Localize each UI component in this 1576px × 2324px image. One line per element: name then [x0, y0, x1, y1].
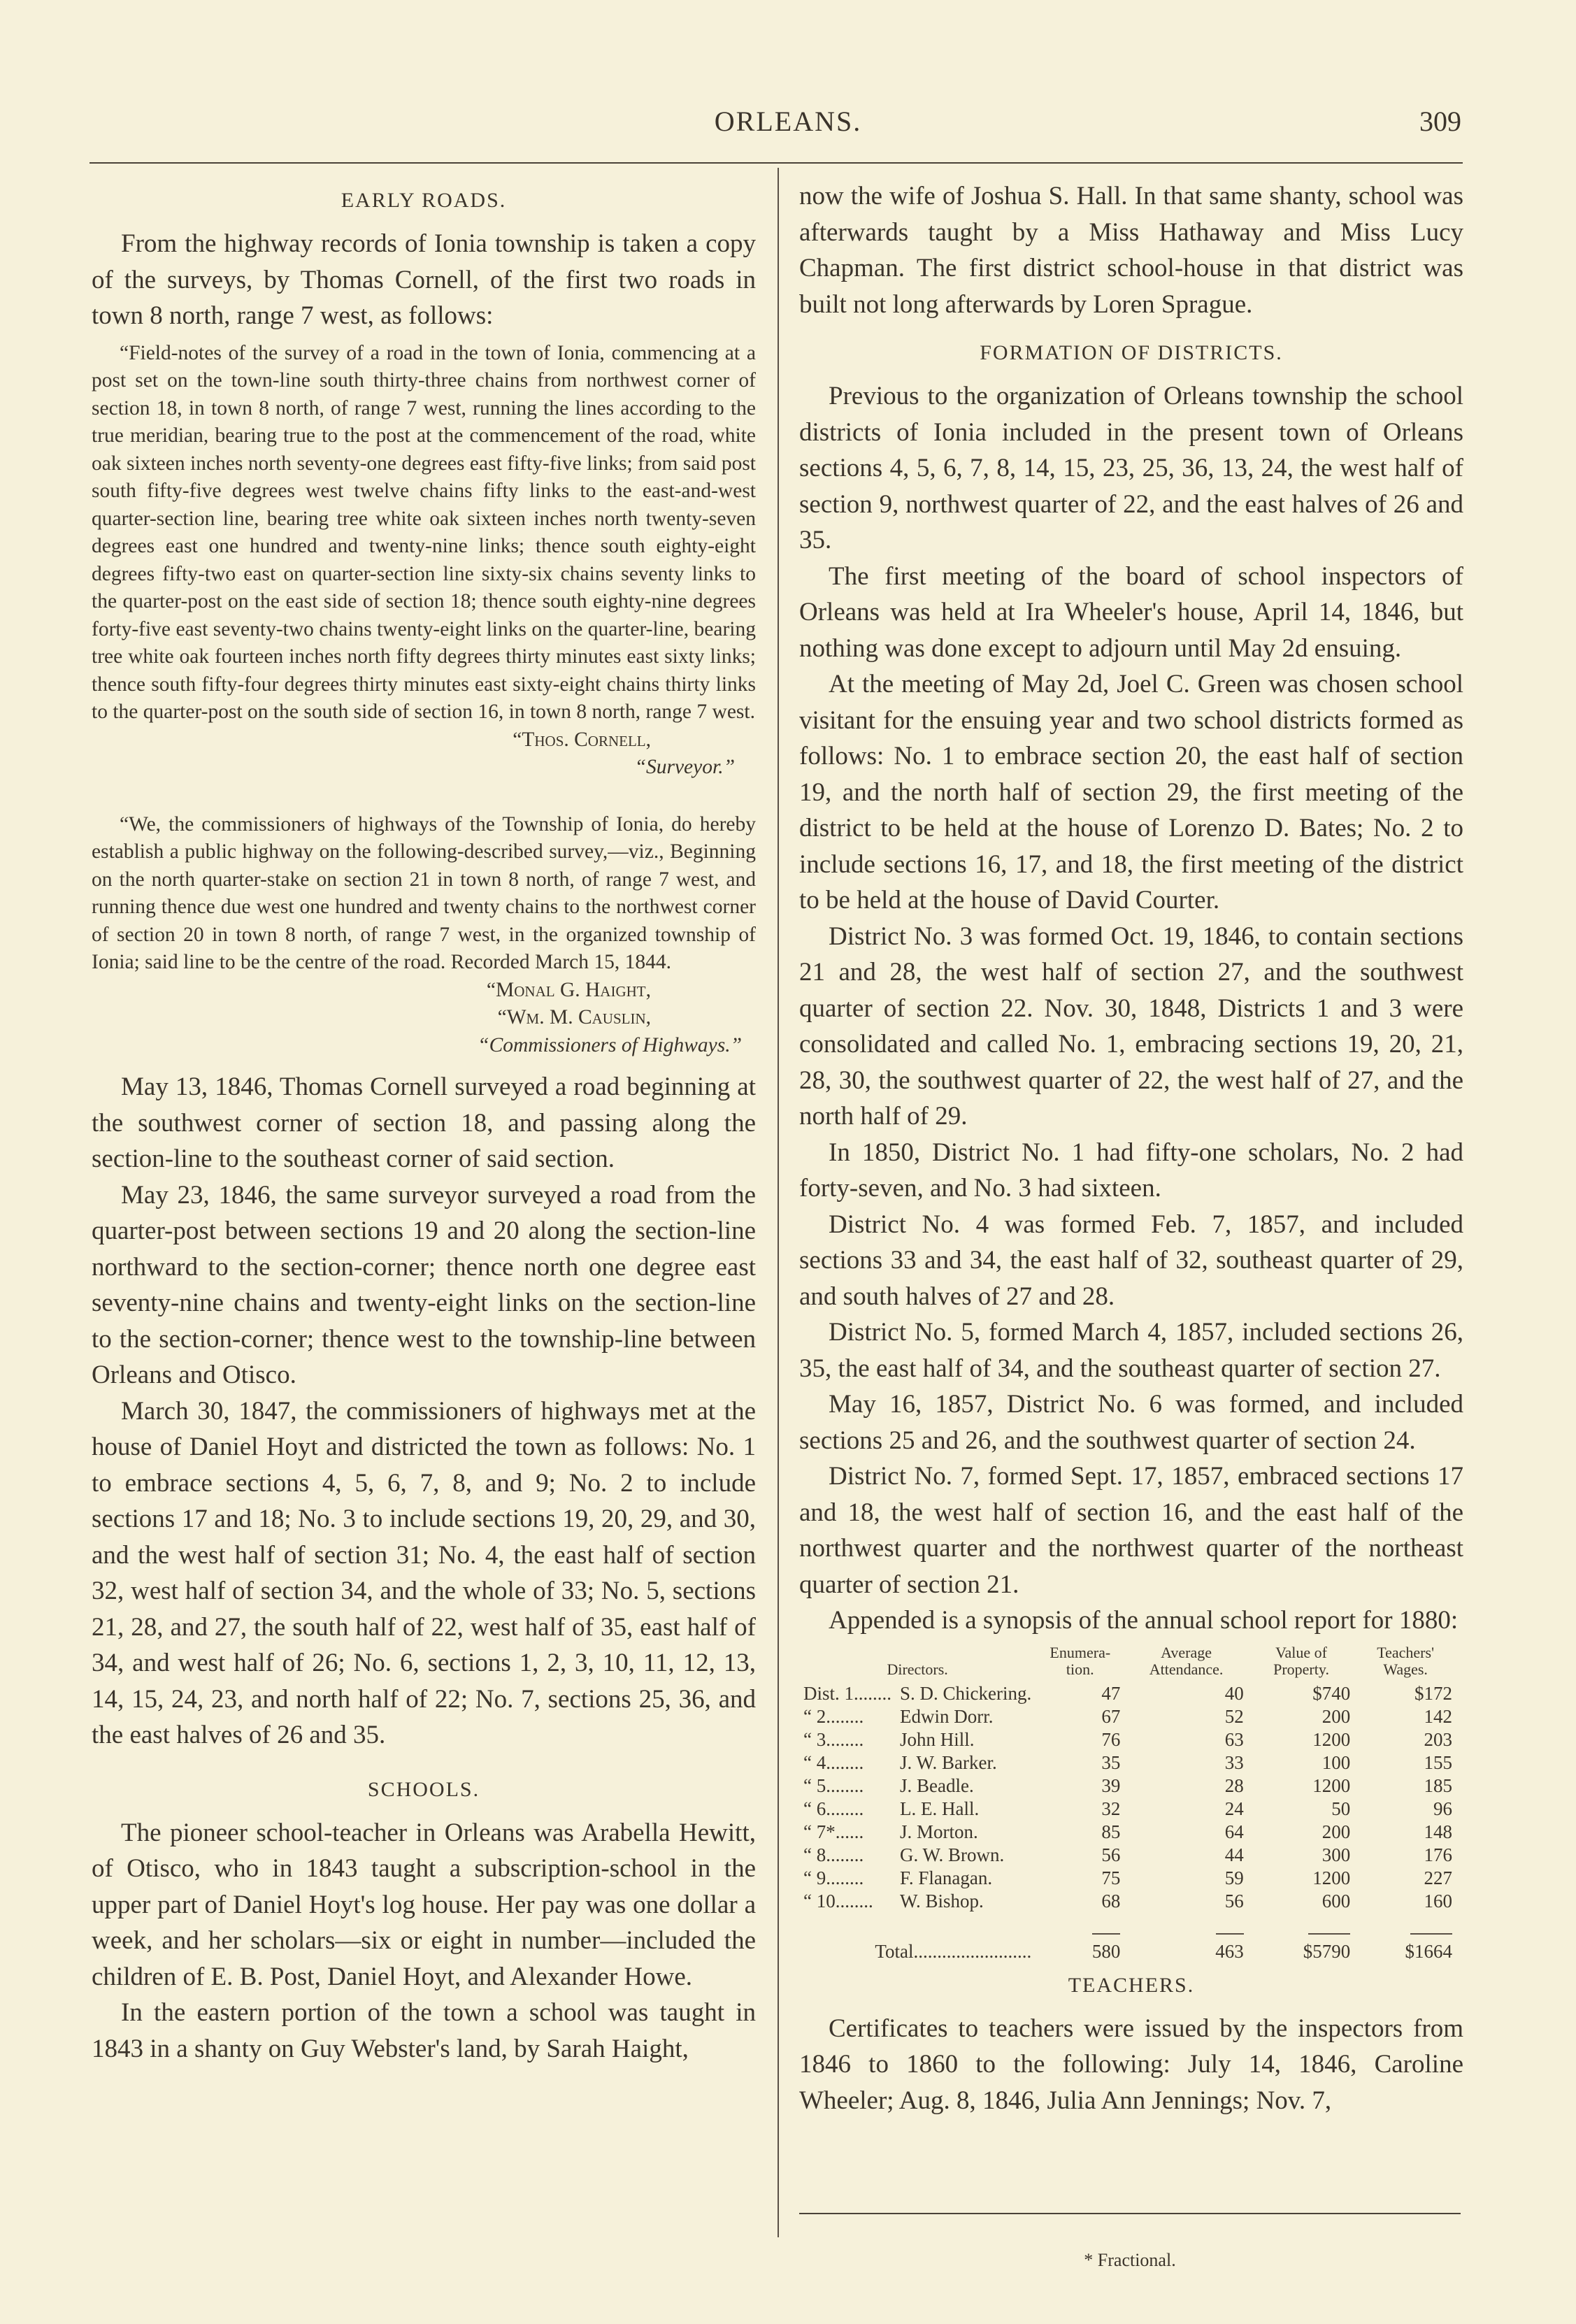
district-number: “ 3........: [803, 1728, 864, 1750]
block-quote-commissioners: “We, the commissioners of highways of the Township of Ionia, do hereby establish a public highway on the following-described survey,—viz., Beginning on the north quarter-stake on section 21 in town 8 north, of range 7 west, and running thence due west one hundred and twenty chains to the northwest corner of section 20 in town 8 north, of range 7 west, in the organized township of Ionia; said line to be the centre of the road. Recorded March 15, 1844.: [92, 812, 756, 973]
director-name: John Hill.: [900, 1728, 975, 1750]
paragraph: In the eastern portion of the town a school was taught in 1843 in a shanty on Guy Webster's land, by Sarah Haight,: [92, 1998, 756, 2063]
table-row: [799, 1751, 1456, 1774]
school-report-table: [799, 1644, 1456, 1963]
attendance-cell: 40: [1224, 1682, 1244, 1704]
director-name: G. W. Brown.: [900, 1844, 1005, 1865]
signature-name: “Thos. Cornell,: [513, 728, 651, 751]
table-row: [799, 1774, 1456, 1798]
paragraph: At the meeting of May 2d, Joel C. Green was chosen school visitant for the ensuing year and two school districts formed as follows: No. 1 to embrace section 20, the east half of section 19, and the north half of section 29, the first meeting of the district to be held at the house of Lorenzo D. Bates; No. 2 to include sections 16, 17, and 18, the first meeting of the district to be held at the house of David Courter.: [799, 670, 1463, 914]
teacher-wages-cell: 142: [1424, 1705, 1452, 1727]
attendance-cell: 33: [1224, 1751, 1244, 1773]
property-value-cell: 100: [1321, 1751, 1351, 1773]
rule: [1092, 1933, 1120, 1935]
property-value-cell: 1200: [1312, 1867, 1351, 1888]
property-value-cell: 1200: [1312, 1774, 1351, 1796]
director-name: J. Beadle.: [900, 1774, 974, 1796]
signature-title: “Surveyor.”: [634, 756, 735, 778]
total-row: [799, 1940, 1456, 1963]
table-row: [799, 1798, 1456, 1821]
director-name: F. Flanagan.: [900, 1867, 993, 1888]
paragraph: District No. 7, formed Sept. 17, 1857, embraced sections 17 and 18, the west half of section 16, and the east half of the northwest quarter and the northwest quarter of the northeast quarter of section 21.: [799, 1462, 1463, 1599]
attendance-cell: 63: [1224, 1728, 1244, 1750]
enumeration-cell: 68: [1101, 1890, 1121, 1911]
block-quote-field-notes: “Field-notes of the survey of a road in the town of Ionia, commencing at a post set on the town-line south thirty-three chains from northwest corner of section 18, in town 8 north, of range 7 west, running the lines according to the true meridian, bearing true to the post at the commencement of the road, white oak sixteen inches north seventy-one degrees east fifty-five links; from said post south fifty-five degrees west twelve chains fifty links to the east-and-west quarter-section line, bearing tree white oak sixteen inches north twenty-seven degrees east one hundred and twenty-nine links; thence south eighty-eight degrees fifty-two east on quarter-section line sixty-six chains seventy links to the quarter-post on the east side of section 18; thence south eighty-nine degrees forty-five east seventy-two chains twenty-eight links on the quarter-line, bearing tree white oak fourteen inches north fifty degrees thirty minutes east sixty links; thence south fifty-four degrees thirty minutes east sixty-eight chains thirty links to the quarter-post on the south side of section 16, in town 8 north, range 7 west.: [92, 341, 756, 723]
teacher-wages-cell: 176: [1424, 1844, 1452, 1865]
column-header-directors: Directors.: [887, 1660, 948, 1678]
paragraph: From the highway records of Ionia township is taken a copy of the surveys, by Thomas Cornell, of the first two roads in town 8 north, range 7 west, as follows:: [92, 229, 756, 330]
section-heading-districts: FORMATION OF DISTRICTS.: [980, 341, 1283, 364]
director-name: W. Bishop.: [900, 1890, 984, 1911]
paragraph: District No. 5, formed March 4, 1857, included sections 26, 35, the east half of 34, and the southeast quarter of section 27.: [799, 1318, 1463, 1383]
enumeration-cell: 67: [1101, 1705, 1121, 1727]
total-wages: $1664: [1405, 1940, 1452, 1962]
district-number: Dist. 1........: [803, 1682, 892, 1704]
table-row: [799, 1844, 1456, 1867]
property-value-cell: 200: [1321, 1705, 1351, 1727]
enumeration-cell: 32: [1101, 1798, 1121, 1819]
director-name: J. W. Barker.: [900, 1751, 997, 1773]
teacher-wages-cell: 203: [1424, 1728, 1452, 1750]
total-enumeration: 580: [1091, 1940, 1121, 1962]
paragraph: Previous to the organization of Orleans township the school districts of Ionia included in the present town of Orleans sections 4, 5, 6, 7, 8, 14, 15, 23, 25, 36, 13, 24, the west half of section 9, northwest quarter of 22, and the east halves of 26 and 35.: [799, 382, 1463, 554]
paragraph: Certificates to teachers were issued by the inspectors from 1846 to 1860 to the following: July 14, 1846, Caroline Wheeler; Aug. 8, 1846, Julia Ann Jennings; Nov. 7,: [799, 2014, 1463, 2115]
enumeration-cell: 39: [1101, 1774, 1121, 1796]
signature-name: “Wm. M. Causlin,: [497, 1006, 651, 1028]
district-number: “ 5........: [803, 1774, 864, 1796]
attendance-cell: 59: [1224, 1867, 1244, 1888]
right-column: [799, 178, 1463, 2118]
column-divider: [778, 168, 779, 2237]
column-header-property: Value of Property.: [1273, 1643, 1329, 1678]
paragraph: now the wife of Joshua S. Hall. In that same shanty, school was afterwards taught by a Miss Hathaway and Miss Lucy Chapman. The first district school-house in that district was built not long afterwards by Loren Sprague.: [799, 182, 1463, 319]
table-row: [799, 1821, 1456, 1844]
running-head-title: ORLEANS.: [714, 106, 862, 137]
attendance-cell: 28: [1224, 1774, 1244, 1796]
paragraph: The pioneer school-teacher in Orleans was Arabella Hewitt, of Otisco, who in 1843 taught a subscription-school in the upper part of Daniel Hoyt's log house. Her pay was one dollar a week, and her scholars—six or eight in number—included the children of E. B. Post, Daniel Hoyt, and Alexander Howe.: [92, 1818, 756, 1991]
property-value-cell: 600: [1321, 1890, 1351, 1911]
left-column: [92, 178, 756, 2067]
paragraph: Appended is a synopsis of the annual school report for 1880:: [829, 1606, 1459, 1635]
director-name: S. D. Chickering.: [900, 1682, 1032, 1704]
property-value-cell: 1200: [1312, 1728, 1351, 1750]
district-number: “ 7*......: [803, 1821, 864, 1842]
attendance-cell: 56: [1224, 1890, 1244, 1911]
total-attendance: 463: [1215, 1940, 1244, 1962]
total-label: Total.........................: [875, 1940, 1032, 1962]
enumeration-cell: 76: [1101, 1728, 1121, 1750]
table-row: [799, 1890, 1456, 1913]
column-header-wages: Teachers' Wages.: [1377, 1643, 1435, 1678]
district-number: “ 4........: [803, 1751, 864, 1773]
attendance-cell: 64: [1224, 1821, 1244, 1842]
teacher-wages-cell: 148: [1424, 1821, 1452, 1842]
attendance-cell: 24: [1224, 1798, 1244, 1819]
page-number: 309: [1419, 106, 1461, 137]
header-rule: [89, 162, 1463, 164]
director-name: J. Morton.: [900, 1821, 978, 1842]
district-number: “ 9........: [803, 1867, 864, 1888]
paragraph: In 1850, District No. 1 had fifty-one scholars, No. 2 had forty-seven, and No. 3 had sixteen.: [799, 1138, 1463, 1203]
director-name: L. E. Hall.: [900, 1798, 980, 1819]
total-property: $5790: [1303, 1940, 1351, 1962]
district-number: “ 6........: [803, 1798, 864, 1819]
footnote: * Fractional.: [1084, 2250, 1176, 2270]
property-value-cell: $740: [1312, 1682, 1351, 1704]
table-row: [799, 1682, 1456, 1705]
paragraph: May 23, 1846, the same surveyor surveyed a road from the quarter-post between sections 19 and 20 along the section-line northward to the section-corner; thence north one degree east seventy-nine chains and twenty-eight links on the section-line to the section-corner; thence west to the township-line between Orleans and Otisco.: [92, 1180, 756, 1389]
enumeration-cell: 35: [1101, 1751, 1121, 1773]
table-header-row: [799, 1644, 1456, 1682]
property-value-cell: 200: [1321, 1821, 1351, 1842]
table-row: [799, 1867, 1456, 1890]
paragraph: The first meeting of the board of school inspectors of Orleans was held at Ira Wheeler's house, April 14, 1846, but nothing was done except to adjourn until May 2d ensuing.: [799, 561, 1463, 663]
teacher-wages-cell: 227: [1424, 1867, 1452, 1888]
enumeration-cell: 85: [1101, 1821, 1121, 1842]
director-name: Edwin Dorr.: [900, 1705, 994, 1727]
total-separator-row: [799, 1913, 1456, 1940]
enumeration-cell: 47: [1101, 1682, 1121, 1704]
teacher-wages-cell: 160: [1424, 1890, 1452, 1911]
enumeration-cell: 75: [1101, 1867, 1121, 1888]
rule: [1308, 1933, 1350, 1935]
attendance-cell: 44: [1224, 1844, 1244, 1865]
section-heading-early-roads: EARLY ROADS.: [341, 189, 507, 212]
property-value-cell: 300: [1321, 1844, 1351, 1865]
paragraph: District No. 4 was formed Feb. 7, 1857, and included sections 33 and 34, the east half of 32, southeast quarter of 29, and south halves of 27 and 28.: [799, 1210, 1463, 1311]
paragraph: May 16, 1857, District No. 6 was formed, and included sections 25 and 26, and the southwest quarter of section 24.: [799, 1390, 1463, 1455]
teacher-wages-cell: 155: [1424, 1751, 1452, 1773]
teacher-wages-cell: 185: [1424, 1774, 1452, 1796]
signature-name: “Monal G. Haight,: [486, 978, 651, 1001]
footnote-rule: [799, 2213, 1461, 2214]
rule: [1216, 1933, 1244, 1935]
section-heading-schools: SCHOOLS.: [367, 1777, 480, 1801]
enumeration-cell: 56: [1101, 1844, 1121, 1865]
table-row: [799, 1705, 1456, 1728]
district-number: “ 8........: [803, 1844, 864, 1865]
column-header-attendance: Average Attendance.: [1149, 1643, 1224, 1678]
column-header-enumeration: Enumera-tion.: [1050, 1643, 1111, 1678]
teacher-wages-cell: $172: [1414, 1682, 1452, 1704]
paragraph: May 13, 1846, Thomas Cornell surveyed a road beginning at the southwest corner of section 18, and passing along the section-line to the southeast corner of said section.: [92, 1073, 756, 1173]
district-number: “ 10........: [803, 1890, 873, 1911]
property-value-cell: 50: [1331, 1798, 1351, 1819]
rule: [1410, 1933, 1452, 1935]
signature-title: “Commissioners of Highways.”: [478, 1033, 742, 1056]
section-heading-teachers: TEACHERS.: [1068, 1973, 1195, 1997]
paragraph: March 30, 1847, the commissioners of highways met at the house of Daniel Hoyt and districted the town as follows: No. 1 to embrace sections 4, 5, 6, 7, 8, and 9; No. 2 to include sections 17 and 18; No. 3 to include sections 19, 20, 29, and 30, and the west half of section 31; No. 4, the east half of section 32, west half of section 34, and the whole of 33; No. 5, sections 21, 28, and 27, the south half of 22, west half of 35, east half of 34, and west half of 26; No. 6, sections 1, 2, 3, 10, 11, 12, 13, 14, 15, 24, 23, and north half of 22; No. 7, sections 25, 36, and the east halves of 26 and 35.: [92, 1396, 756, 1749]
table-row: [799, 1728, 1456, 1751]
teacher-wages-cell: 96: [1433, 1798, 1452, 1819]
attendance-cell: 52: [1224, 1705, 1244, 1727]
paragraph: District No. 3 was formed Oct. 19, 1846, to contain sections 21 and 28, the west half of section 27, and the southwest quarter of section 22. Nov. 30, 1848, Districts 1 and 3 were consolidated and called No. 1, embracing sections 19, 20, 21, 28, 30, the southwest quarter of 22, the west half of 27, and the north half of 29.: [799, 921, 1463, 1131]
district-number: “ 2........: [803, 1705, 864, 1727]
